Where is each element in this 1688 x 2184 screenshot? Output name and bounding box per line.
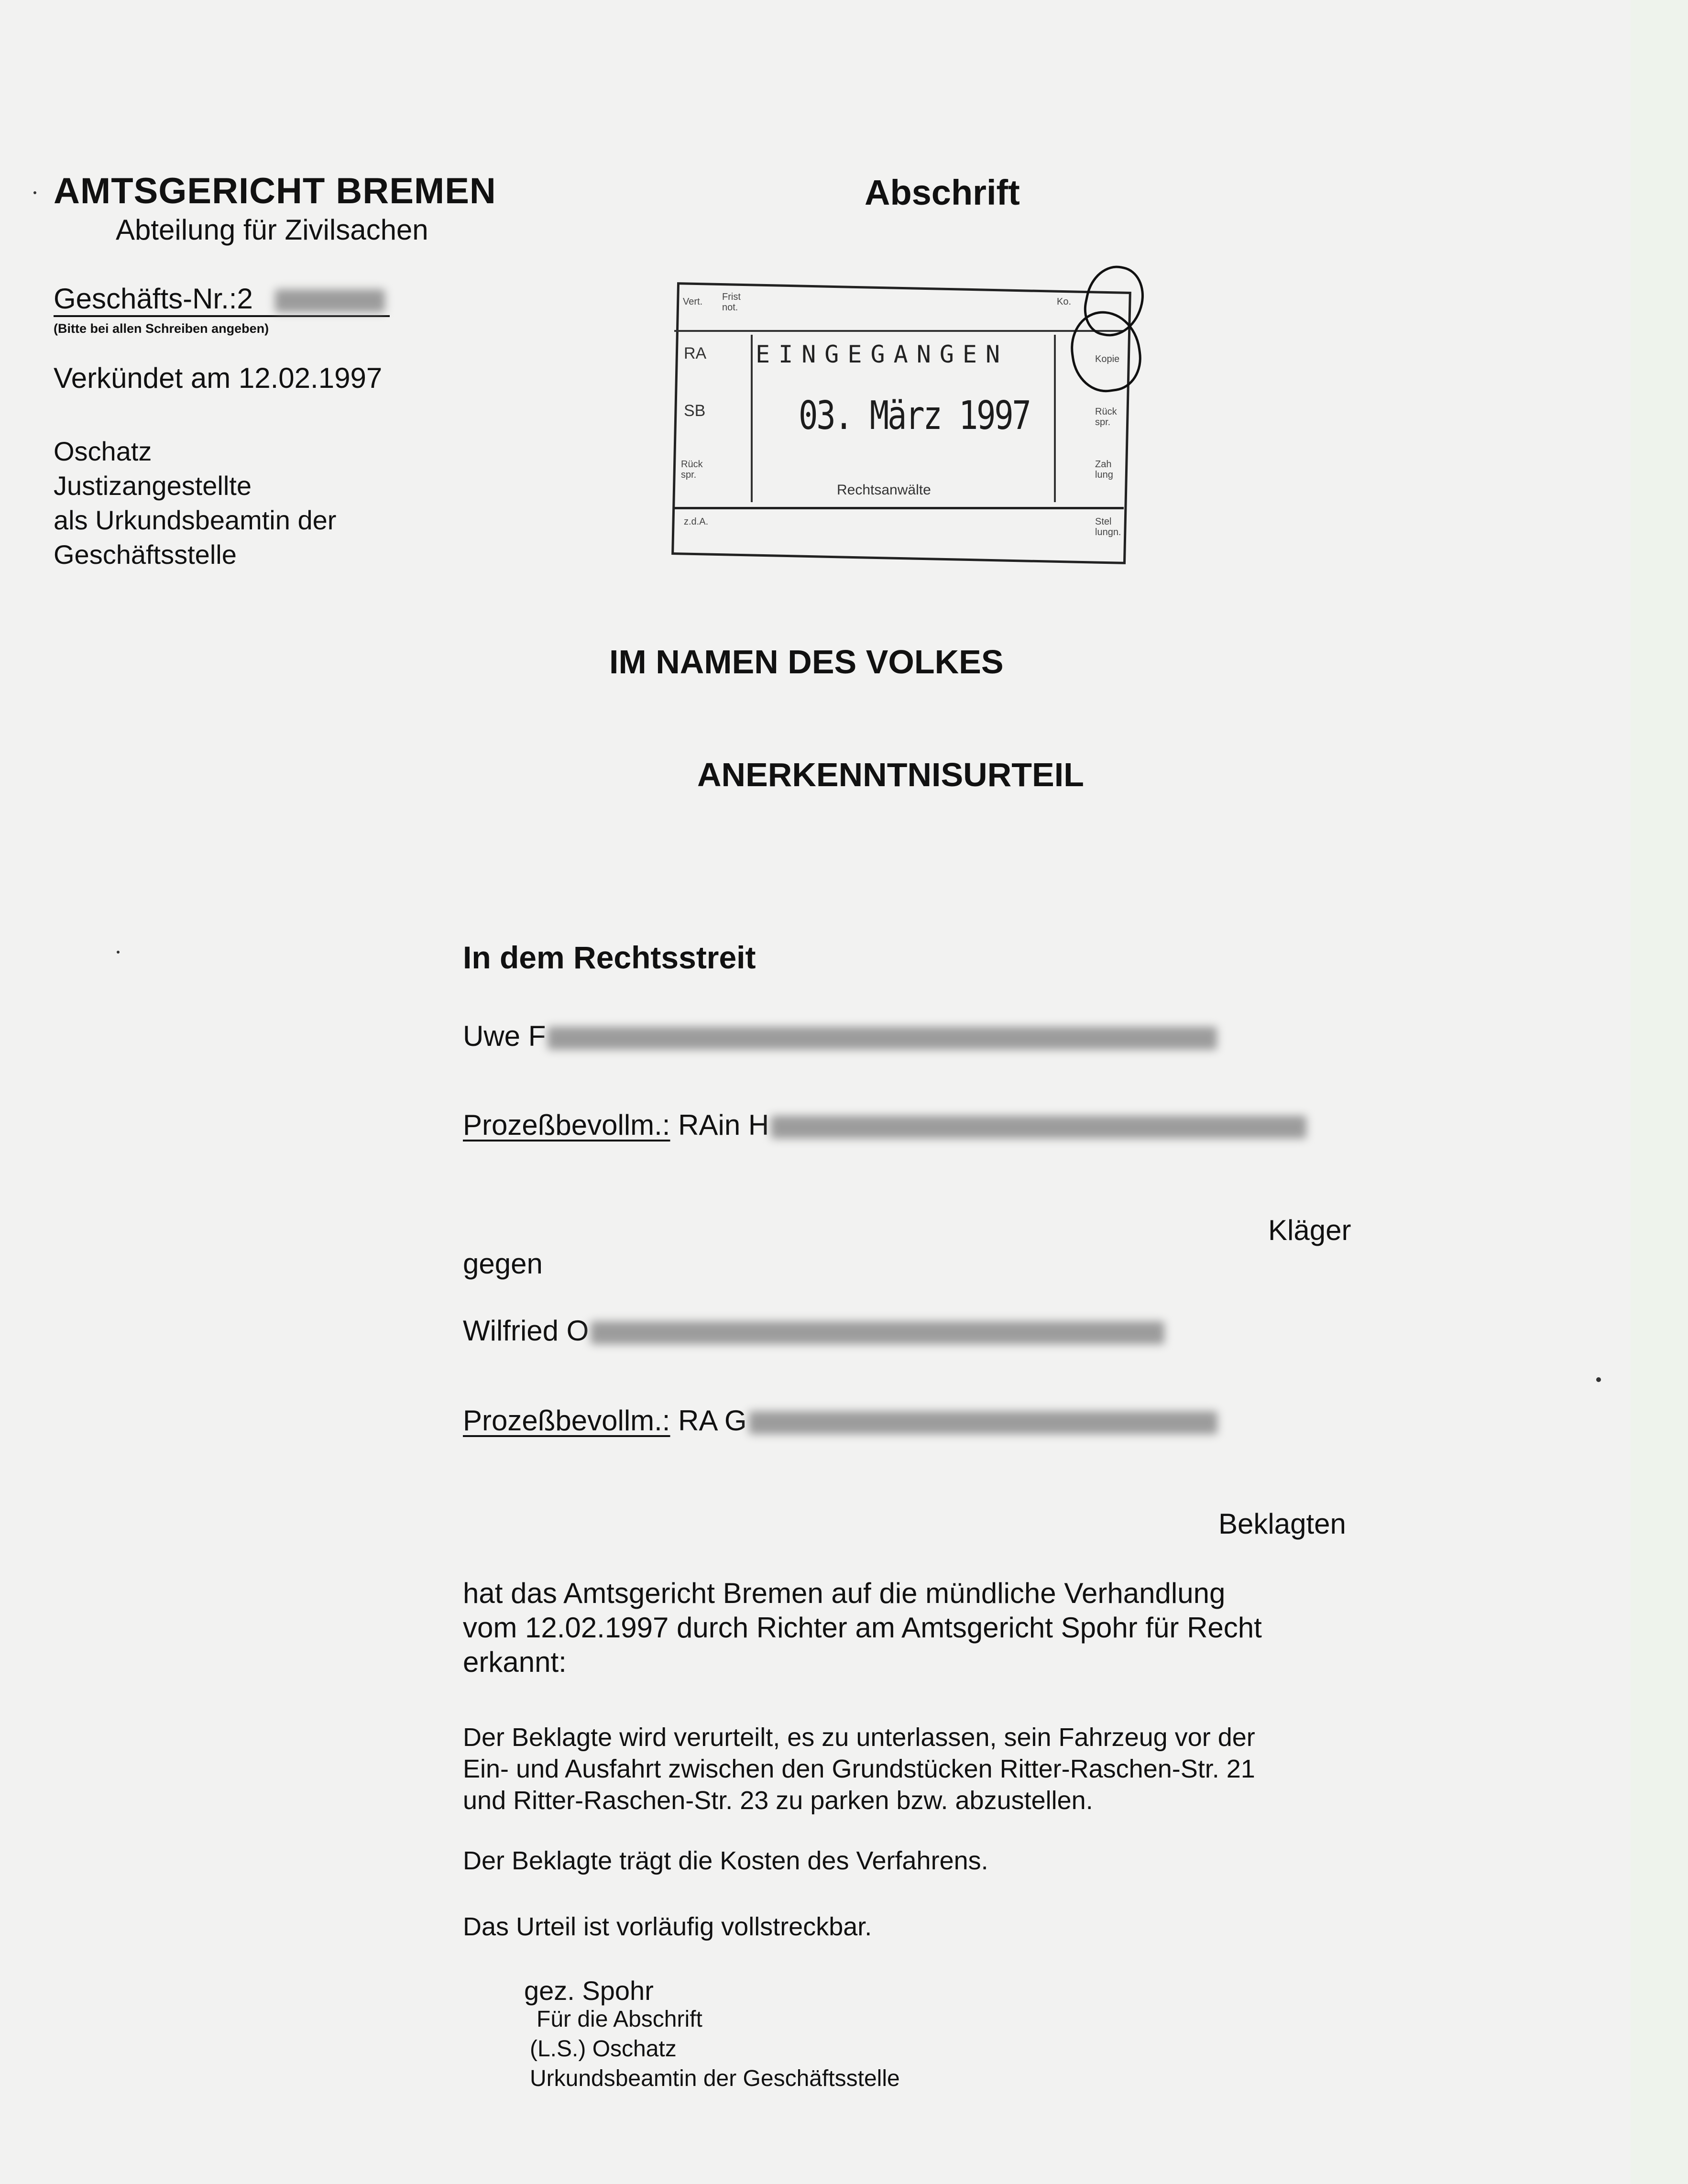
counsel-label: Prozeßbevollm.: [463, 1405, 670, 1437]
stamp-cell-label: Frist not. [722, 292, 741, 313]
judge-signature: gez. Spohr [524, 1975, 654, 2006]
stamp-cell-label: Kopie [1095, 354, 1120, 364]
judgment-tenor [463, 1722, 1255, 1816]
versus-label: gegen [463, 1248, 543, 1280]
costs-ruling: Der Beklagte trägt die Kosten des Verfahrens. [463, 1846, 988, 1875]
clerk-line: Geschäftsstelle [54, 539, 237, 570]
scan-speck [117, 951, 120, 954]
counsel-label: Prozeßbevollm.: [463, 1109, 670, 1141]
case-number-label: Geschäfts-Nr.:2 [54, 283, 253, 315]
announcement-date: Verkündet am 12.02.1997 [54, 362, 383, 394]
redacted-plaintiff-counsel [771, 1116, 1306, 1139]
redacted-plaintiff-address [548, 1027, 1217, 1050]
stamp-cell-label: RA [684, 344, 707, 362]
stamp-cell-label: Zah lung [1095, 459, 1113, 480]
certification-line: Urkundsbeamtin der Geschäftsstelle [530, 2066, 900, 2091]
redacted-case-number [275, 289, 385, 312]
judgment-intro [463, 1576, 1262, 1679]
redacted-defendant-address [591, 1321, 1164, 1344]
enforceability-ruling: Das Urteil ist vorläufig vollstreckbar. [463, 1912, 872, 1941]
tenor-line: Der Beklagte wird verurteilt, es zu unterlassen, sein Fahrzeug vor der [463, 1723, 1255, 1752]
scan-speck [1596, 1377, 1601, 1382]
defendant-role: Beklagten [1218, 1508, 1346, 1540]
certification-line: (L.S.) Oschatz [530, 2036, 677, 2062]
stamp-cell-label: SB [684, 402, 706, 420]
defendant-counsel-line [463, 1404, 1217, 1437]
court-department: Abteilung für Zivilsachen [116, 214, 428, 246]
judgment-intro-line: vom 12.02.1997 durch Richter am Amtsgericht Spohr für Recht [463, 1612, 1262, 1644]
judgment-intro-line: erkannt: [463, 1646, 567, 1678]
stamp-divider [674, 330, 1124, 332]
court-name: AMTSGERICHT BREMEN [54, 171, 496, 211]
judgment-intro-line: hat das Amtsgericht Bremen auf die mündliche Verhandlung [463, 1577, 1226, 1609]
defendant-name: Wilfried O [463, 1315, 589, 1347]
clerk-line: Oschatz [54, 436, 152, 466]
stamp-divider [674, 507, 1124, 509]
stamp-cell-label: Rück spr. [1095, 406, 1117, 428]
plaintiff-counsel: RAin H [678, 1109, 769, 1141]
stamp-firm: Rechtsanwälte [837, 482, 931, 498]
stamp-received-label: EINGEGANGEN [756, 340, 1009, 368]
stamp-cell-label: Ko. [1057, 296, 1072, 307]
stamp-cell-label: z.d.A. [684, 516, 709, 527]
case-number [54, 282, 390, 317]
certification-line: Für die Abschrift [537, 2007, 702, 2032]
scan-edge [1631, 0, 1688, 2184]
clerk-line: Justizangestellte [54, 471, 252, 501]
received-stamp [674, 282, 1129, 569]
plaintiff-line [463, 1020, 1217, 1053]
stamp-date: 03. März 1997 [799, 393, 1030, 439]
judgment-heading: IM NAMEN DES VOLKES [609, 643, 1004, 680]
scan-speck [33, 191, 36, 194]
defendant-counsel: RA G [678, 1405, 747, 1437]
case-intro: In dem Rechtsstreit [463, 940, 756, 975]
stamp-cell-label: Stel lungn. [1095, 516, 1121, 538]
plaintiff-name: Uwe F [463, 1020, 546, 1052]
stamp-cell-label: Vert. [683, 296, 703, 307]
copy-label: Abschrift [865, 173, 1020, 212]
judgment-type: ANERKENNTNISURTEIL [697, 756, 1084, 793]
stamp-cell-label: Rück spr. [681, 459, 703, 480]
tenor-line: Ein- und Ausfahrt zwischen den Grundstücken Ritter-Raschen-Str. 21 [463, 1755, 1255, 1783]
certification-block [530, 2005, 900, 2094]
defendant-line [463, 1314, 1164, 1347]
plaintiff-role: Kläger [1268, 1214, 1351, 1246]
plaintiff-counsel-line [463, 1108, 1306, 1141]
clerk-block [54, 434, 336, 572]
redacted-defendant-counsel [749, 1411, 1217, 1434]
tenor-line: und Ritter-Raschen-Str. 23 zu parken bzw. abzustellen. [463, 1786, 1093, 1815]
case-number-note: (Bitte bei allen Schreiben angeben) [54, 321, 269, 336]
clerk-line: als Urkundsbeamtin der [54, 505, 337, 535]
